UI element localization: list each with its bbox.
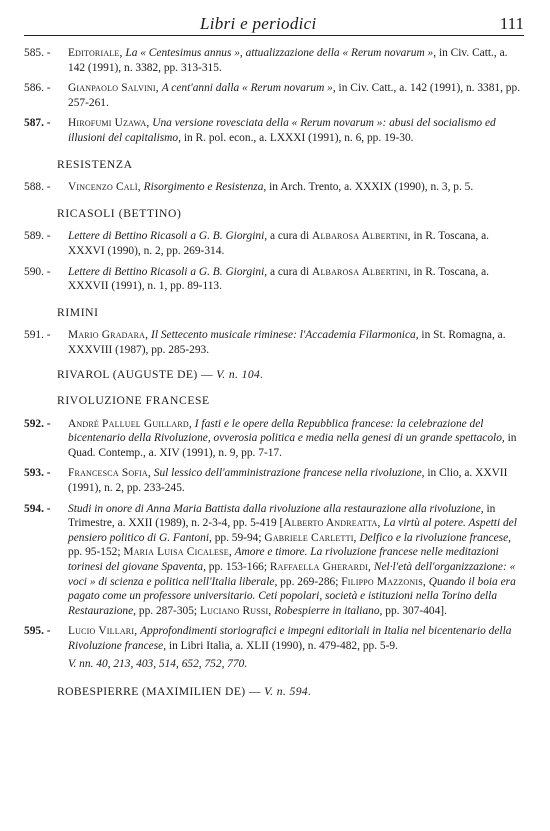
entry-number: 595. - [24, 625, 51, 638]
contributor-title: Delfico e la rivoluzione francese, [356, 531, 511, 544]
entry-587 [24, 116, 524, 145]
entry-source: in Civ. Catt., a. 142 (1991), n. 3381, pp. 257-261. [68, 82, 521, 109]
entry-title: Approfondimenti storiografici e impegni editoriali in Italia nel bicentenario della Rivoluzione francese, [68, 625, 512, 652]
section-heading-rivarol [24, 368, 524, 383]
entry-number: 586. - [24, 82, 51, 95]
contributor-pages: pp. 95-152; [68, 546, 124, 559]
contributor-pages: pp. 269-286; [277, 575, 342, 588]
entry-590 [24, 265, 524, 294]
cross-reference: V. n. 104. [216, 367, 264, 381]
entry-number: 591. - [24, 329, 51, 342]
entry-curator-prefix: a cura di [267, 230, 313, 243]
contributor-pages: pp. 307-404]. [382, 604, 447, 617]
section-heading-ricasoli: RICASOLI (BETTINO) [57, 206, 182, 220]
entry-title: Risorgimento e Resistenza, [143, 181, 267, 194]
page-number: 111 [499, 14, 524, 33]
entry-594 [24, 502, 524, 619]
entry-source: in R. Toscana, a. XXXVI (1990), n. 2, pp. 269-314. [68, 230, 490, 257]
contributor-title: Amore e timore. La rivoluzione francese nelle meditazioni torinesi del giovane Spaventa, [68, 546, 499, 574]
entry-591 [24, 328, 524, 357]
entry-author: André Palluel Guillard, [68, 417, 192, 430]
entry-source: in R. pol. econ., a. LXXXI (1991), n. 6, pp. 19-30. [180, 131, 414, 144]
contributor-author: Gabriele Carletti, [264, 531, 357, 544]
section-heading-robespierre [24, 685, 524, 700]
entry-number: 585. - [24, 47, 51, 59]
entry-curator: Albarosa Albertini, [312, 265, 411, 278]
entry-593 [24, 466, 524, 495]
contributor-author: Maria Luisa Cicalese, [123, 546, 232, 559]
section-heading-text: ROBESPIERRE (MAXIMILIEN DE) — [57, 685, 265, 699]
entry-curator: Albarosa Albertini, [312, 230, 411, 243]
entry-source: in Civ. Catt., a. 142 (1991), n. 3382, pp. 313-315. [68, 47, 508, 74]
entry-author: Mario Gradara, [68, 329, 149, 342]
header-rule [24, 35, 524, 36]
entry-585 [24, 46, 524, 75]
contributor-author: Luciano Russi, [199, 604, 272, 617]
entry-author: Hirofumi Uzawa, [68, 117, 150, 130]
contributor-author: Raffaella Gherardi, [269, 561, 372, 574]
cross-reference-list: V. nn. 40, 213, 403, 514, 652, 752, 770. [68, 657, 248, 670]
entry-number: 594. - [24, 502, 51, 515]
entry-source: in Libri Italia, a. XLII (1990), n. 479-482, pp. 5-9. [166, 640, 398, 652]
entry-author: Vincenzo Calì, [68, 181, 141, 194]
bibliography-body [24, 46, 524, 708]
entry-source: in Clio, a. XXVII (1991), n. 2, pp. 233-245. [68, 467, 508, 495]
entry-588 [24, 180, 524, 195]
contributor-title: Robespierre in italiano, [271, 604, 383, 617]
entry-title: A cent'anni dalla « Rerum novarum », [161, 82, 336, 95]
entry-586 [24, 81, 524, 110]
page-header [24, 12, 524, 36]
running-title: Libri e periodici [200, 14, 317, 33]
entry-source: in Arch. Trento, a. XXXIX (1990), n. 3, p. 5. [266, 181, 474, 194]
entry-source: in Trimestre, a. XXII (1989), n. 2-3-4, pp. 5-419 [ [68, 502, 496, 530]
entry-author: Editoriale, [68, 47, 123, 59]
entry-curator-prefix: a cura di [267, 265, 313, 278]
contributor-pages: pp. 59-94; [211, 531, 265, 544]
entry-source: in St. Romagna, a. XXXVIII (1987), pp. 285-293. [68, 329, 506, 356]
contributor-author: Filippo Mazzonis, [341, 575, 426, 588]
entry-589 [24, 229, 524, 258]
cross-reference: V. n. 594. [264, 685, 312, 699]
entry-source: in R. Toscana, a. XXXVII (1991), n. 1, pp. 89-113. [68, 265, 490, 293]
entry-number: 592. - [24, 417, 51, 430]
entry-title: La « Centesimus annus », attualizzazione della « Rerum novarum », [125, 47, 437, 59]
entry-title: Sul lessico dell'amministrazione francese nella rivoluzione, [153, 467, 425, 480]
contributor-pages: pp. 153-166; [205, 561, 270, 574]
section-heading-resistenza: RESISTENZA [57, 157, 133, 171]
entry-title: Lettere di Bettino Ricasoli a G. B. Giorgini, [68, 265, 268, 278]
entry-title: I fasti e le opere della Repubblica francese: la celebrazione del bicentenario della Rivoluzione, ovverosia politica e media nella genesi di un grande spettacolo, [68, 417, 505, 445]
entry-source: in Quad. Contemp., a. XIV (1991), n. 9, pp. 7-17. [68, 432, 517, 459]
entry-number: 590. - [24, 265, 51, 278]
section-heading-rivoluzione: RIVOLUZIONE FRANCESE [57, 394, 210, 408]
entry-592 [24, 417, 524, 461]
contributor-title: Nel·l'età dell'organizzazione: « voci » di scienza e politica nell'Italia liberale, [68, 561, 516, 588]
contributor-title: La virtù al potere. Aspetti del pensiero politico di G. Fantoni, [68, 517, 517, 544]
section-heading-text: RIVAROL (AUGUSTE DE) — [57, 367, 217, 381]
entry-title: Lettere di Bettino Ricasoli a G. B. Giorgini, [68, 230, 268, 243]
entry-author: Francesca Sofia, [68, 467, 151, 480]
contributor-title: Quando il boia era pagato come un professore universitario. Ceti popolari, società e istituzioni nella Torino della Restaurazione, [68, 575, 516, 617]
entry-number: 588. - [24, 181, 51, 194]
contributor-pages: pp. 287-305; [136, 604, 200, 617]
entry-number: 589. - [24, 230, 51, 243]
entry-title: Il Settecento musicale riminese: l'Accademia Filarmonica, [151, 329, 419, 342]
entry-title: Una versione rovesciata della « Rerum novarum »: abusi del socialismo ed illusioni del capitalismo, [68, 117, 496, 144]
entry-author: Gianpaolo Salvini, [68, 82, 159, 95]
entry-number: 587. - [24, 117, 51, 130]
contributor-author: Alberto Andreatta, [283, 517, 381, 530]
entry-595 [24, 624, 524, 653]
entry-title: Studi in onore di Anna Maria Battista dalla rivoluzione alla restaurazione alla rivoluzione, [68, 502, 484, 515]
section-heading-rimini: RIMINI [57, 305, 99, 319]
entry-author: Lucio Villari, [68, 625, 138, 638]
entry-number: 593. - [24, 467, 51, 480]
